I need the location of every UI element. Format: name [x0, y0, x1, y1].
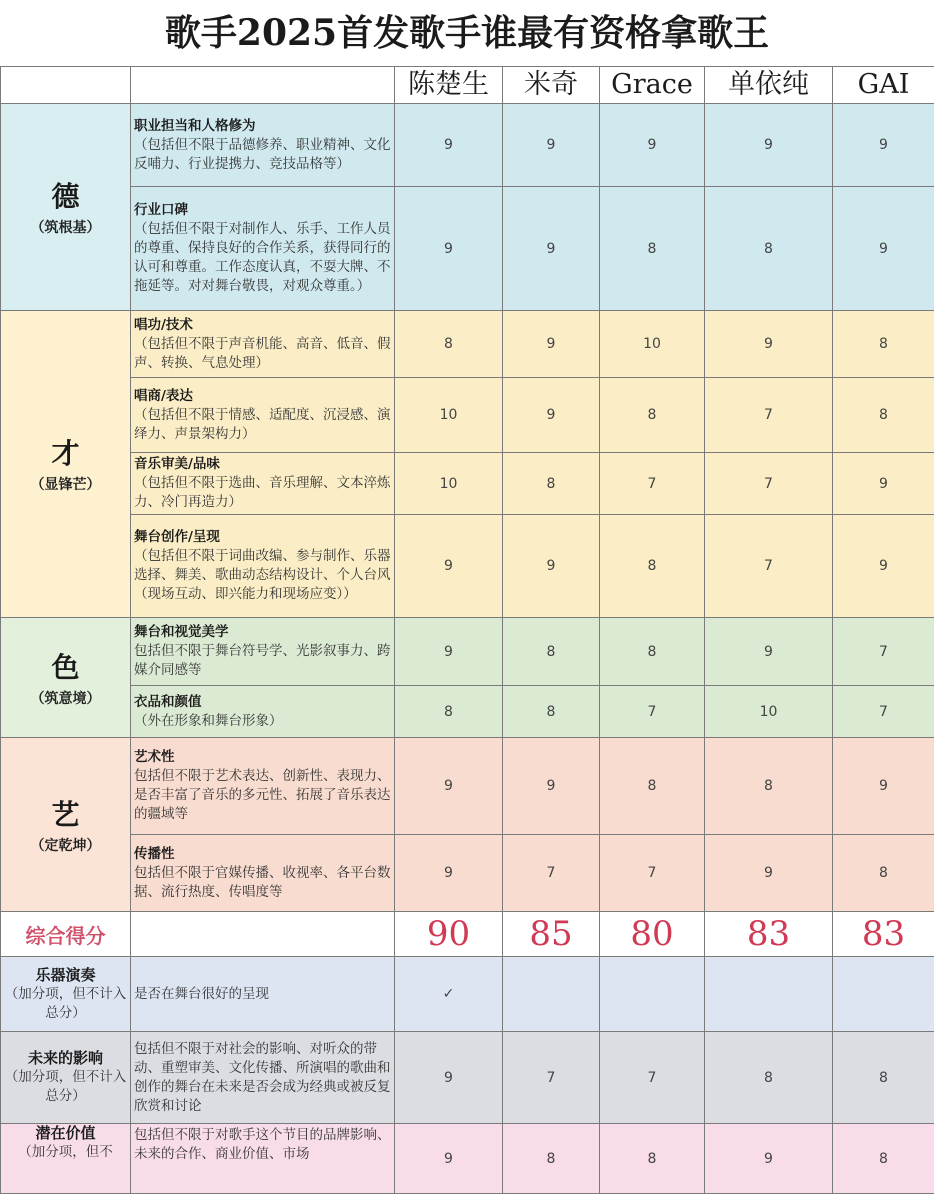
header-empty	[1, 67, 131, 104]
score-cell: 8	[503, 686, 600, 738]
score-cell: 8	[503, 1124, 600, 1194]
score-cell: 7	[705, 515, 833, 618]
score-cell: 8	[395, 686, 503, 738]
score-cell: 9	[833, 738, 934, 835]
score-cell: 9	[503, 378, 600, 453]
total-score: 85	[503, 912, 600, 957]
category-de: 德 （筑根基）	[1, 104, 131, 311]
criterion-cell: 包括但不限于对歌手这个节目的品牌影响、未来的合作、商业价值、市场	[131, 1124, 395, 1194]
bonus-label: 未来的影响 （加分项，但不计入总分）	[1, 1032, 131, 1124]
criterion-cell: 舞台和视觉美学 包括但不限于舞台符号学、光影叙事力、跨媒介同感等	[131, 618, 395, 686]
table-row	[1, 738, 934, 835]
score-cell: 9	[395, 1124, 503, 1194]
category-yi: 艺 （定乾坤）	[1, 738, 131, 912]
score-cell: 9	[600, 104, 705, 187]
score-cell: 10	[395, 378, 503, 453]
table-row	[1, 1124, 934, 1194]
score-cell: 8	[600, 187, 705, 311]
table-row	[1, 618, 934, 686]
singer-name: Grace	[600, 67, 705, 104]
score-cell: 8	[833, 1124, 934, 1194]
page-title: 歌手2025首发歌手谁最有资格拿歌王	[0, 0, 934, 66]
score-cell: 8	[833, 1032, 934, 1124]
score-cell: 9	[503, 187, 600, 311]
score-cell: 7	[600, 835, 705, 912]
score-cell: 10	[395, 453, 503, 515]
table-row	[1, 835, 934, 912]
criterion-cell: 传播性 包括但不限于官媒传播、收视率、各平台数据、流行热度、传唱度等	[131, 835, 395, 912]
score-cell: 9	[705, 104, 833, 187]
score-cell: 7	[503, 1032, 600, 1124]
singer-name: 陈楚生	[395, 67, 503, 104]
table-row	[1, 187, 934, 311]
criterion-cell: 唱功/技术 （包括但不限于声音机能、高音、低音、假声、转换、气息处理）	[131, 311, 395, 378]
table-row	[1, 957, 934, 1032]
criterion-cell: 是否在舞台很好的呈现	[131, 957, 395, 1032]
criterion-cell: 职业担当和人格修为 （包括但不限于品德修养、职业精神、文化反哺力、行业提携力、竞技品格等）	[131, 104, 395, 187]
score-cell: 9	[395, 618, 503, 686]
table-row	[1, 515, 934, 618]
score-cell: 9	[503, 515, 600, 618]
table-row	[1, 104, 934, 187]
score-cell	[833, 957, 934, 1032]
table-row	[1, 378, 934, 453]
criterion-cell: 包括但不限于对社会的影响、对听众的带动、重塑审美、文化传播、所演唱的歌曲和创作的舞台在未来是否会成为经典或被反复欣赏和讨论	[131, 1032, 395, 1124]
score-cell: 9	[833, 104, 934, 187]
score-cell: 9	[705, 311, 833, 378]
score-cell: 7	[600, 686, 705, 738]
criterion-cell: 行业口碑 （包括但不限于对制作人、乐手、工作人员的尊重、保持良好的合作关系，获得同行的认可和尊重。工作态度认真，不耍大牌、不拖延等。对对舞台敬畏，对观众尊重。）	[131, 187, 395, 311]
score-cell: 7	[833, 686, 934, 738]
score-cell: 8	[600, 738, 705, 835]
table-row	[1, 686, 934, 738]
category-se: 色 （筑意境）	[1, 618, 131, 738]
score-cell: 9	[705, 1124, 833, 1194]
score-cell: 10	[600, 311, 705, 378]
score-cell: 8	[705, 187, 833, 311]
score-cell: 7	[705, 453, 833, 515]
total-label: 综合得分	[1, 912, 131, 957]
score-cell: 7	[600, 453, 705, 515]
score-cell: 8	[833, 378, 934, 453]
rating-table	[0, 66, 934, 1194]
score-cell	[705, 957, 833, 1032]
total-score: 83	[833, 912, 934, 957]
score-cell: 9	[395, 1032, 503, 1124]
score-cell: 8	[503, 618, 600, 686]
score-cell: 9	[833, 187, 934, 311]
score-cell: 8	[833, 311, 934, 378]
score-cell: 8	[503, 453, 600, 515]
criterion-cell: 音乐审美/品味 （包括但不限于选曲、音乐理解、文本淬炼力、冷门再造力）	[131, 453, 395, 515]
score-cell: 9	[833, 453, 934, 515]
score-cell: 8	[600, 378, 705, 453]
score-cell: 9	[395, 738, 503, 835]
total-empty	[131, 912, 395, 957]
score-cell: 8	[705, 738, 833, 835]
score-cell: ✓	[395, 957, 503, 1032]
singer-name: 单依纯	[705, 67, 833, 104]
singer-name: 米奇	[503, 67, 600, 104]
table-row	[1, 453, 934, 515]
score-cell: 9	[395, 515, 503, 618]
score-cell: 8	[395, 311, 503, 378]
total-row	[1, 912, 934, 957]
score-cell: 8	[600, 618, 705, 686]
criterion-cell: 衣品和颜值 （外在形象和舞台形象）	[131, 686, 395, 738]
criterion-cell: 舞台创作/呈现 （包括但不限于词曲改编、参与制作、乐器选择、舞美、歌曲动态结构设计、个人台风（现场互动、即兴能力和现场应变））	[131, 515, 395, 618]
header-row	[1, 67, 934, 104]
bonus-label: 潜在价值 （加分项，但不	[1, 1124, 131, 1194]
score-cell: 9	[705, 835, 833, 912]
score-cell: 9	[503, 104, 600, 187]
score-cell: 8	[705, 1032, 833, 1124]
bonus-label: 乐器演奏 （加分项，但不计入总分）	[1, 957, 131, 1032]
score-cell: 8	[600, 515, 705, 618]
score-cell: 8	[833, 835, 934, 912]
header-empty	[131, 67, 395, 104]
score-cell: 7	[833, 618, 934, 686]
score-cell: 7	[503, 835, 600, 912]
total-score: 83	[705, 912, 833, 957]
score-cell: 9	[395, 104, 503, 187]
score-cell: 9	[503, 738, 600, 835]
category-cai: 才 （显锋芒）	[1, 311, 131, 618]
score-cell: 9	[395, 187, 503, 311]
score-cell	[600, 957, 705, 1032]
table-row	[1, 1032, 934, 1124]
score-cell	[503, 957, 600, 1032]
score-cell: 9	[395, 835, 503, 912]
total-score: 90	[395, 912, 503, 957]
table-row	[1, 311, 934, 378]
score-cell: 9	[503, 311, 600, 378]
score-cell: 9	[833, 515, 934, 618]
total-score: 80	[600, 912, 705, 957]
score-cell: 10	[705, 686, 833, 738]
score-cell: 9	[705, 618, 833, 686]
singer-name: GAI	[833, 67, 934, 104]
score-cell: 8	[600, 1124, 705, 1194]
score-cell: 7	[600, 1032, 705, 1124]
criterion-cell: 唱商/表达 （包括但不限于情感、适配度、沉浸感、演绎力、声景架构力）	[131, 378, 395, 453]
score-cell: 7	[705, 378, 833, 453]
criterion-cell: 艺术性 包括但不限于艺术表达、创新性、表现力、是否丰富了音乐的多元性、拓展了音乐表达的疆域等	[131, 738, 395, 835]
